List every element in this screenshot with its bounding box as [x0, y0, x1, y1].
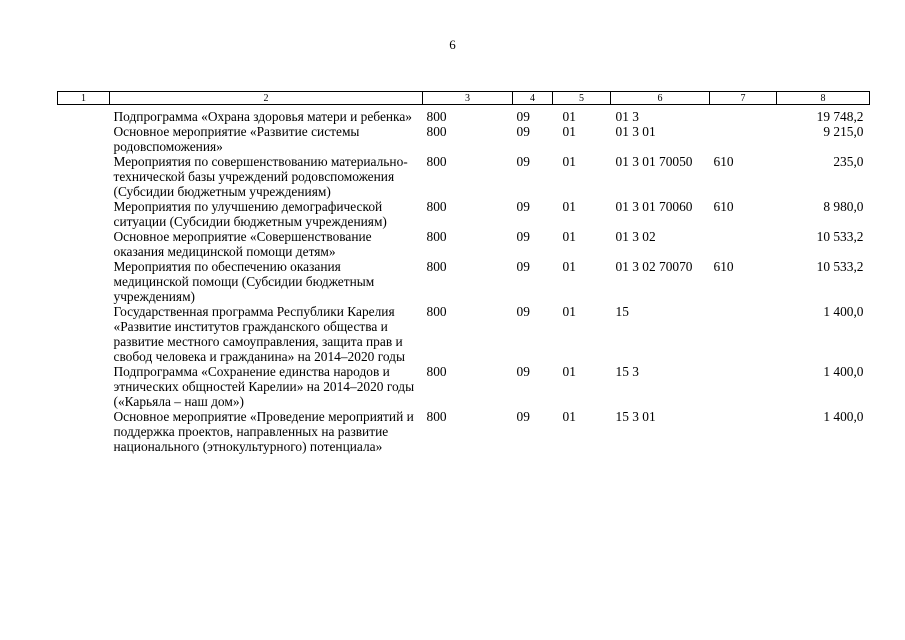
table-row [58, 105, 870, 125]
row-cell-col4: 09 [516, 154, 530, 169]
row-amount: 10 533,2 [816, 229, 864, 244]
row-cell-col5: 01 [562, 304, 576, 319]
row-amount: 8 980,0 [823, 199, 864, 214]
row-cell-col7 [710, 364, 777, 409]
row-cell-col7 [710, 105, 777, 125]
row-cell-col5: 01 [562, 124, 576, 139]
table-row [58, 259, 870, 304]
row-cell-col3: 800 [426, 364, 447, 379]
row-name: Основное мероприятие «Развитие системы родовспоможения» [113, 124, 360, 154]
table-row [58, 304, 870, 364]
row-cell-col7 [710, 409, 777, 454]
row-cell-col7: 610 [713, 199, 734, 214]
row-cell-col3: 800 [426, 154, 447, 169]
row-cell-col5: 01 [562, 409, 576, 424]
row-cell-col6: 01 3 01 [615, 124, 656, 139]
row-cell-col4: 09 [516, 229, 530, 244]
row-cell-col1 [58, 304, 110, 364]
row-cell-col1 [58, 229, 110, 259]
row-cell-col1 [58, 409, 110, 454]
row-name: Подпрограмма «Охрана здоровья матери и ребенка» [113, 109, 412, 124]
row-cell-col1 [58, 124, 110, 154]
row-cell-col5: 01 [562, 229, 576, 244]
row-cell-col6: 01 3 01 70060 [615, 199, 693, 214]
row-amount: 9 215,0 [823, 124, 864, 139]
row-amount: 1 400,0 [823, 409, 864, 424]
row-amount: 19 748,2 [816, 109, 864, 124]
column-header-4: 4 [513, 92, 553, 105]
row-cell-col6: 01 3 02 [615, 229, 656, 244]
row-cell-col1 [58, 199, 110, 229]
row-cell-col1 [58, 259, 110, 304]
row-cell-col3: 800 [426, 229, 447, 244]
row-cell-col4: 09 [516, 259, 530, 274]
row-cell-col5: 01 [562, 199, 576, 214]
row-name: Подпрограмма «Сохранение единства народов и этнических общностей Карелии» на 2014–2020 годы («Карьяла – наш дом») [113, 364, 415, 409]
row-cell-col4: 09 [516, 199, 530, 214]
column-header-2: 2 [110, 92, 423, 105]
budget-table [57, 91, 870, 454]
column-number-header-row [58, 92, 870, 105]
row-cell-col7 [710, 304, 777, 364]
row-amount: 10 533,2 [816, 259, 864, 274]
row-cell-col4: 09 [516, 364, 530, 379]
row-cell-col5: 01 [562, 109, 576, 124]
row-cell-col7 [710, 124, 777, 154]
table-row [58, 199, 870, 229]
row-cell-col6: 15 3 01 [615, 409, 656, 424]
row-cell-col6: 15 [615, 304, 629, 319]
table-row [58, 229, 870, 259]
page-number: 6 [449, 37, 456, 52]
column-header-7: 7 [710, 92, 777, 105]
row-cell-col5: 01 [562, 154, 576, 169]
column-header-3: 3 [423, 92, 513, 105]
table-row [58, 124, 870, 154]
column-header-5: 5 [553, 92, 611, 105]
row-amount: 1 400,0 [823, 364, 864, 379]
row-cell-col6: 01 3 [615, 109, 639, 124]
row-cell-col4: 09 [516, 124, 530, 139]
row-cell-col7: 610 [713, 154, 734, 169]
row-cell-col1 [58, 105, 110, 125]
table-row [58, 409, 870, 454]
row-cell-col6: 15 3 [615, 364, 639, 379]
row-cell-col4: 09 [516, 304, 530, 319]
row-name: Мероприятия по улучшению демографической ситуации (Субсидии бюджетным учреждениям) [113, 199, 387, 229]
row-amount: 1 400,0 [823, 304, 864, 319]
row-name: Основное мероприятие «Совершенствование оказания медицинской помощи детям» [113, 229, 372, 259]
row-name: Мероприятия по совершенствованию материально-технической базы учреждений родовспоможения (Субсидии бюджетным учреждениям) [113, 154, 408, 199]
row-cell-col1 [58, 364, 110, 409]
row-cell-col5: 01 [562, 364, 576, 379]
row-cell-col4: 09 [516, 409, 530, 424]
row-cell-col5: 01 [562, 259, 576, 274]
row-cell-col6: 01 3 02 70070 [615, 259, 693, 274]
row-cell-col7 [710, 229, 777, 259]
column-header-8: 8 [777, 92, 870, 105]
row-name: Государственная программа Республики Карелия «Развитие институтов гражданского общества и развитие местного самоуправления, защита прав и свобод человека и гражданина» на 2014–2020 годы [113, 304, 405, 364]
row-cell-col4: 09 [516, 109, 530, 124]
column-header-1: 1 [58, 92, 110, 105]
row-cell-col3: 800 [426, 124, 447, 139]
row-cell-col3: 800 [426, 304, 447, 319]
row-cell-col7: 610 [713, 259, 734, 274]
row-cell-col3: 800 [426, 199, 447, 214]
row-cell-col3: 800 [426, 259, 447, 274]
row-name: Основное мероприятие «Проведение мероприятий и поддержка проектов, направленных на развитие национального (этнокультурного) потенциала» [113, 409, 414, 454]
row-amount: 235,0 [833, 154, 864, 169]
row-cell-col1 [58, 154, 110, 199]
row-cell-col6: 01 3 01 70050 [615, 154, 693, 169]
row-name: Мероприятия по обеспечению оказания медицинской помощи (Субсидии бюджетным учреждениям) [113, 259, 375, 304]
column-header-6: 6 [611, 92, 710, 105]
row-cell-col3: 800 [426, 109, 447, 124]
row-cell-col3: 800 [426, 409, 447, 424]
table-row [58, 154, 870, 199]
table-row [58, 364, 870, 409]
